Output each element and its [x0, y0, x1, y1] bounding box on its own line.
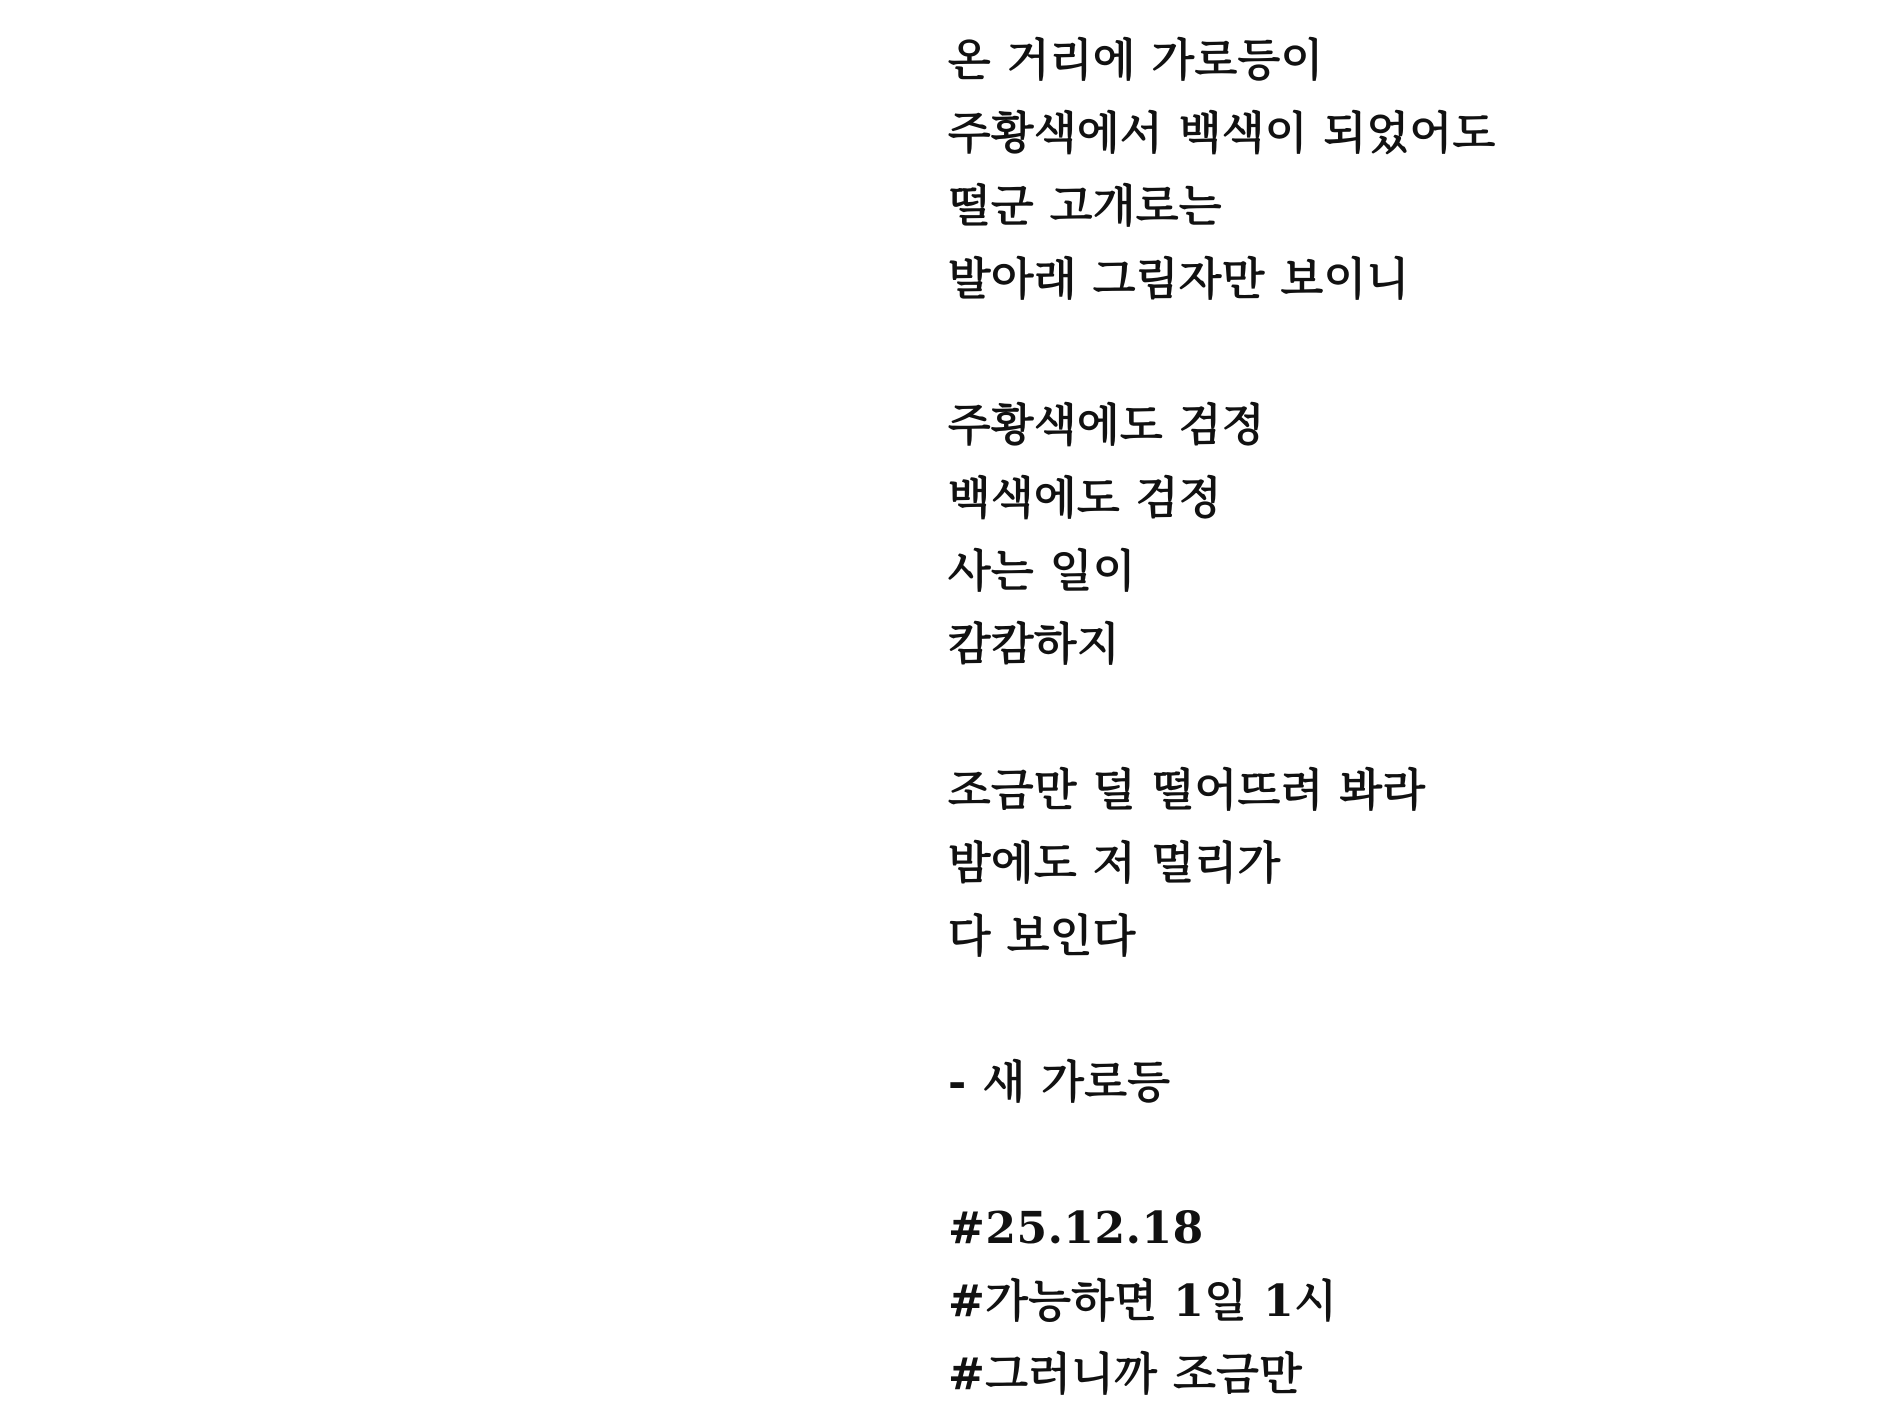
poem-line: 떨군 고개로는: [948, 181, 1222, 232]
stanza-3: [948, 754, 1848, 973]
poem-signature: - 새 가로등: [948, 1057, 1171, 1108]
poem-line: 캄캄하지: [948, 619, 1121, 670]
poem-line: 발아래 그림자만 보이니: [948, 254, 1410, 305]
stanza-break: [948, 681, 1848, 754]
stanza-1: [948, 24, 1848, 316]
poem-line: 주황색에도 검정: [948, 400, 1265, 451]
stanza-2: [948, 389, 1848, 681]
poem-line: 조금만 덜 떨어뜨려 봐라: [948, 765, 1426, 816]
hashtag-list: [948, 1192, 1848, 1411]
hashtag: #그러니까 조금만: [948, 1349, 1303, 1400]
poem-text-block: [948, 24, 1848, 1411]
stanza-break: [948, 316, 1848, 389]
poem-line: 주황색에서 백색이 되었어도: [948, 108, 1496, 159]
poem-line: 다 보인다: [948, 911, 1136, 962]
stanza-break: [948, 973, 1848, 1046]
poem-line: 밤에도 저 멀리가: [948, 838, 1281, 889]
hashtag: #가능하면 1일 1시: [948, 1276, 1338, 1327]
stanza-break: [948, 1119, 1848, 1192]
hashtag: #25.12.18: [948, 1203, 1204, 1254]
poem-line: 사는 일이: [948, 546, 1136, 597]
poem-line: 온 거리에 가로등이: [948, 35, 1324, 86]
poem-line: 백색에도 검정: [948, 473, 1222, 524]
